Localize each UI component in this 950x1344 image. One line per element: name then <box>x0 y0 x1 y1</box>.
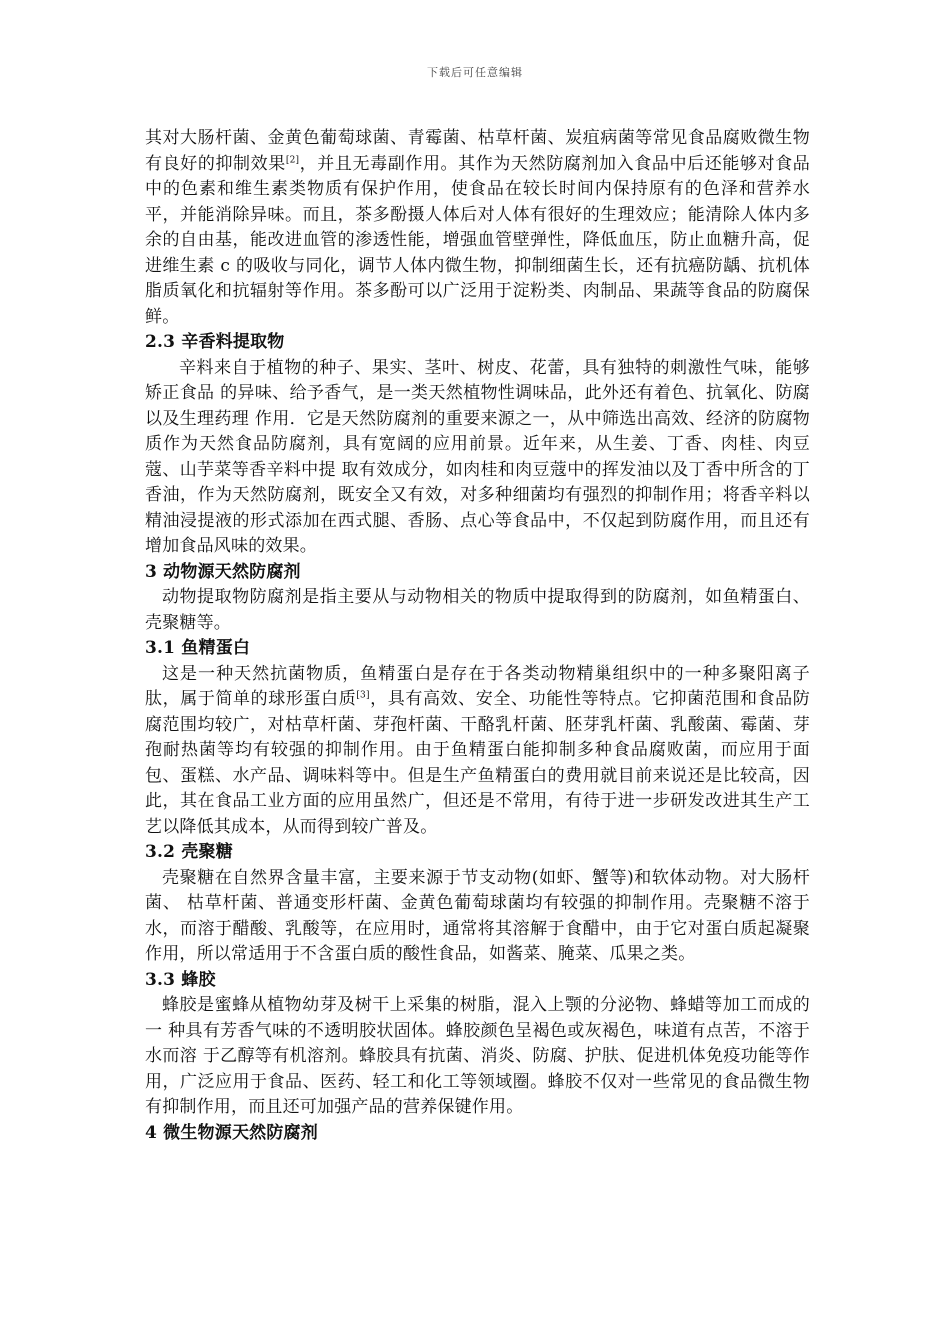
paragraph-propolis: 蜂胶是蜜蜂从植物幼芽及树干上采集的树脂，混入上颚的分泌物、蜂蜡等加工而成的一 种具有芳香气味的不透明胶状固体。蜂胶颜色呈褐色或灰褐色，味道有点苦，不溶于水而溶 于乙醇等有机溶剂。蜂胶具有抗菌、消炎、防腐、护肤、促进机体免疫功能等作用，广泛应用于食品、医药、轻工和化工等领域圈。蜂胶不仅对一些常见的食品微生物有抑制作用，而且还可加强产品的营养保键作用。 <box>145 995 810 1117</box>
paragraph-spice-extract: 辛料来自于植物的种子、果实、茎叶、树皮、花蕾，具有独特的刺激性气味，能够矫正食品 的异味、给予香气，是一类天然植物性调味品，此外还有着色、抗氧化、防腐以及生理药理 作用．它是天然防腐剂的重要来源之一，从中筛选出高效、经济的防腐物质作为天然食品防腐剂，具有宽阔的应用前景。近年来，从生姜、丁香、肉桂、肉豆蔻、山芋菜等香辛料中提 取有效成分，如肉桂和肉豆蔻中的挥发油以及丁香中所含的丁香油，作为天然防腐剂，既安全又有效，对多种细菌均有强烈的抑制作用；将香辛料以精油浸提液的形式添加在西式腿、香肠、点心等食品中，不仅起到防腐作用，而且还有增加食品风味的效果。 <box>145 357 810 556</box>
paragraph-protamine <box>145 662 810 841</box>
paragraph-text: ，具有高效、安全、功能性等特点。它抑菌范围和食品防腐范围均较广，对枯草杆菌、芽孢杆菌、干酪乳杆菌、胚芽乳杆菌、乳酸菌、霉菌、芽孢耐热菌等均有较强的抑制作用。由于鱼精蛋白能抑制多种食品腐败菌，而应用于面包、蛋糕、水产品、调味料等中。但是生产鱼精蛋白的费用就目前来说还是比较高，因此，其在食品工业方面的应用虽然广，但还是不常用，有待于进一步研发改进其生产工艺以降低其成本，从而得到较广普及。 <box>145 689 810 837</box>
paragraph-tea-polyphenol <box>145 126 810 330</box>
paragraph-animal-preservatives: 动物提取物防腐剂是指主要从与动物相关的物质中提取得到的防腐剂，如鱼精蛋白、壳聚糖等。 <box>145 587 810 633</box>
section-heading-3-3: 3.3 蜂胶 <box>145 969 216 990</box>
citation-ref: [3] <box>356 690 370 701</box>
paragraph-chitosan: 壳聚糖在自然界含量丰富，主要来源于节支动物(如虾、蟹等)和软体动物。对大肠杆菌、 枯草杆菌、普通变形杆菌、金黄色葡萄球菌均有较强的抑制作用。壳聚糖不溶于水，而溶于醋酸、乳酸等，在应用时，通常将其溶解于食醋中，由于它对蛋白质起凝聚作用，所以常适用于不含蛋白质的酸性食品，如酱菜、腌菜、瓜果之类。 <box>145 867 810 964</box>
paragraph-text: 其对大肠杆菌、金黄色葡萄球菌、青霉菌、枯草杆菌、炭疽病菌等常见食品腐败微生物有良好的抑制效果 <box>145 128 810 174</box>
page-header: 下载后可任意编辑 <box>427 66 523 79</box>
section-heading-3: 3 动物源天然防腐剂 <box>145 561 301 582</box>
section-heading-2-3: 2.3 辛香料提取物 <box>145 332 285 352</box>
citation-ref: [2] <box>285 154 300 165</box>
section-heading-3-1: 3.1 鱼精蛋白 <box>145 638 251 658</box>
document-body <box>145 126 810 1146</box>
section-heading-3-2: 3.2 壳聚糖 <box>145 842 233 862</box>
paragraph-text: ，并且无毒副作用。其作为天然防腐剂加入食品中后还能够对食品中的色素和维生素类物质有保护作用，使食品在较长时间内保持原有的色泽和营养水平，并能消除异味。而且，茶多酚摄人体后对人体有很好的生理效应；能清除人体内多余的自由基，能改进血管的渗透性能，增强血管壁弹性，降低血压，防止血糖升高，促进维生素 c 的吸收与同化，调节人体内微生物，抑制细菌生长，还有抗癌防龋、抗机体脂质氧化和抗辐射等作用。茶多酚可以广泛用于淀粉类、肉制品、果蔬等食品的防腐保鲜。 <box>145 153 810 327</box>
paragraph-text: 这是一种天然抗菌物质，鱼精蛋白是存在于各类动物精巢组织中的一种多聚阳离子肽，属于简单的球形蛋白质 <box>145 663 810 709</box>
section-heading-4: 4 微生物源天然防腐剂 <box>145 1122 318 1143</box>
